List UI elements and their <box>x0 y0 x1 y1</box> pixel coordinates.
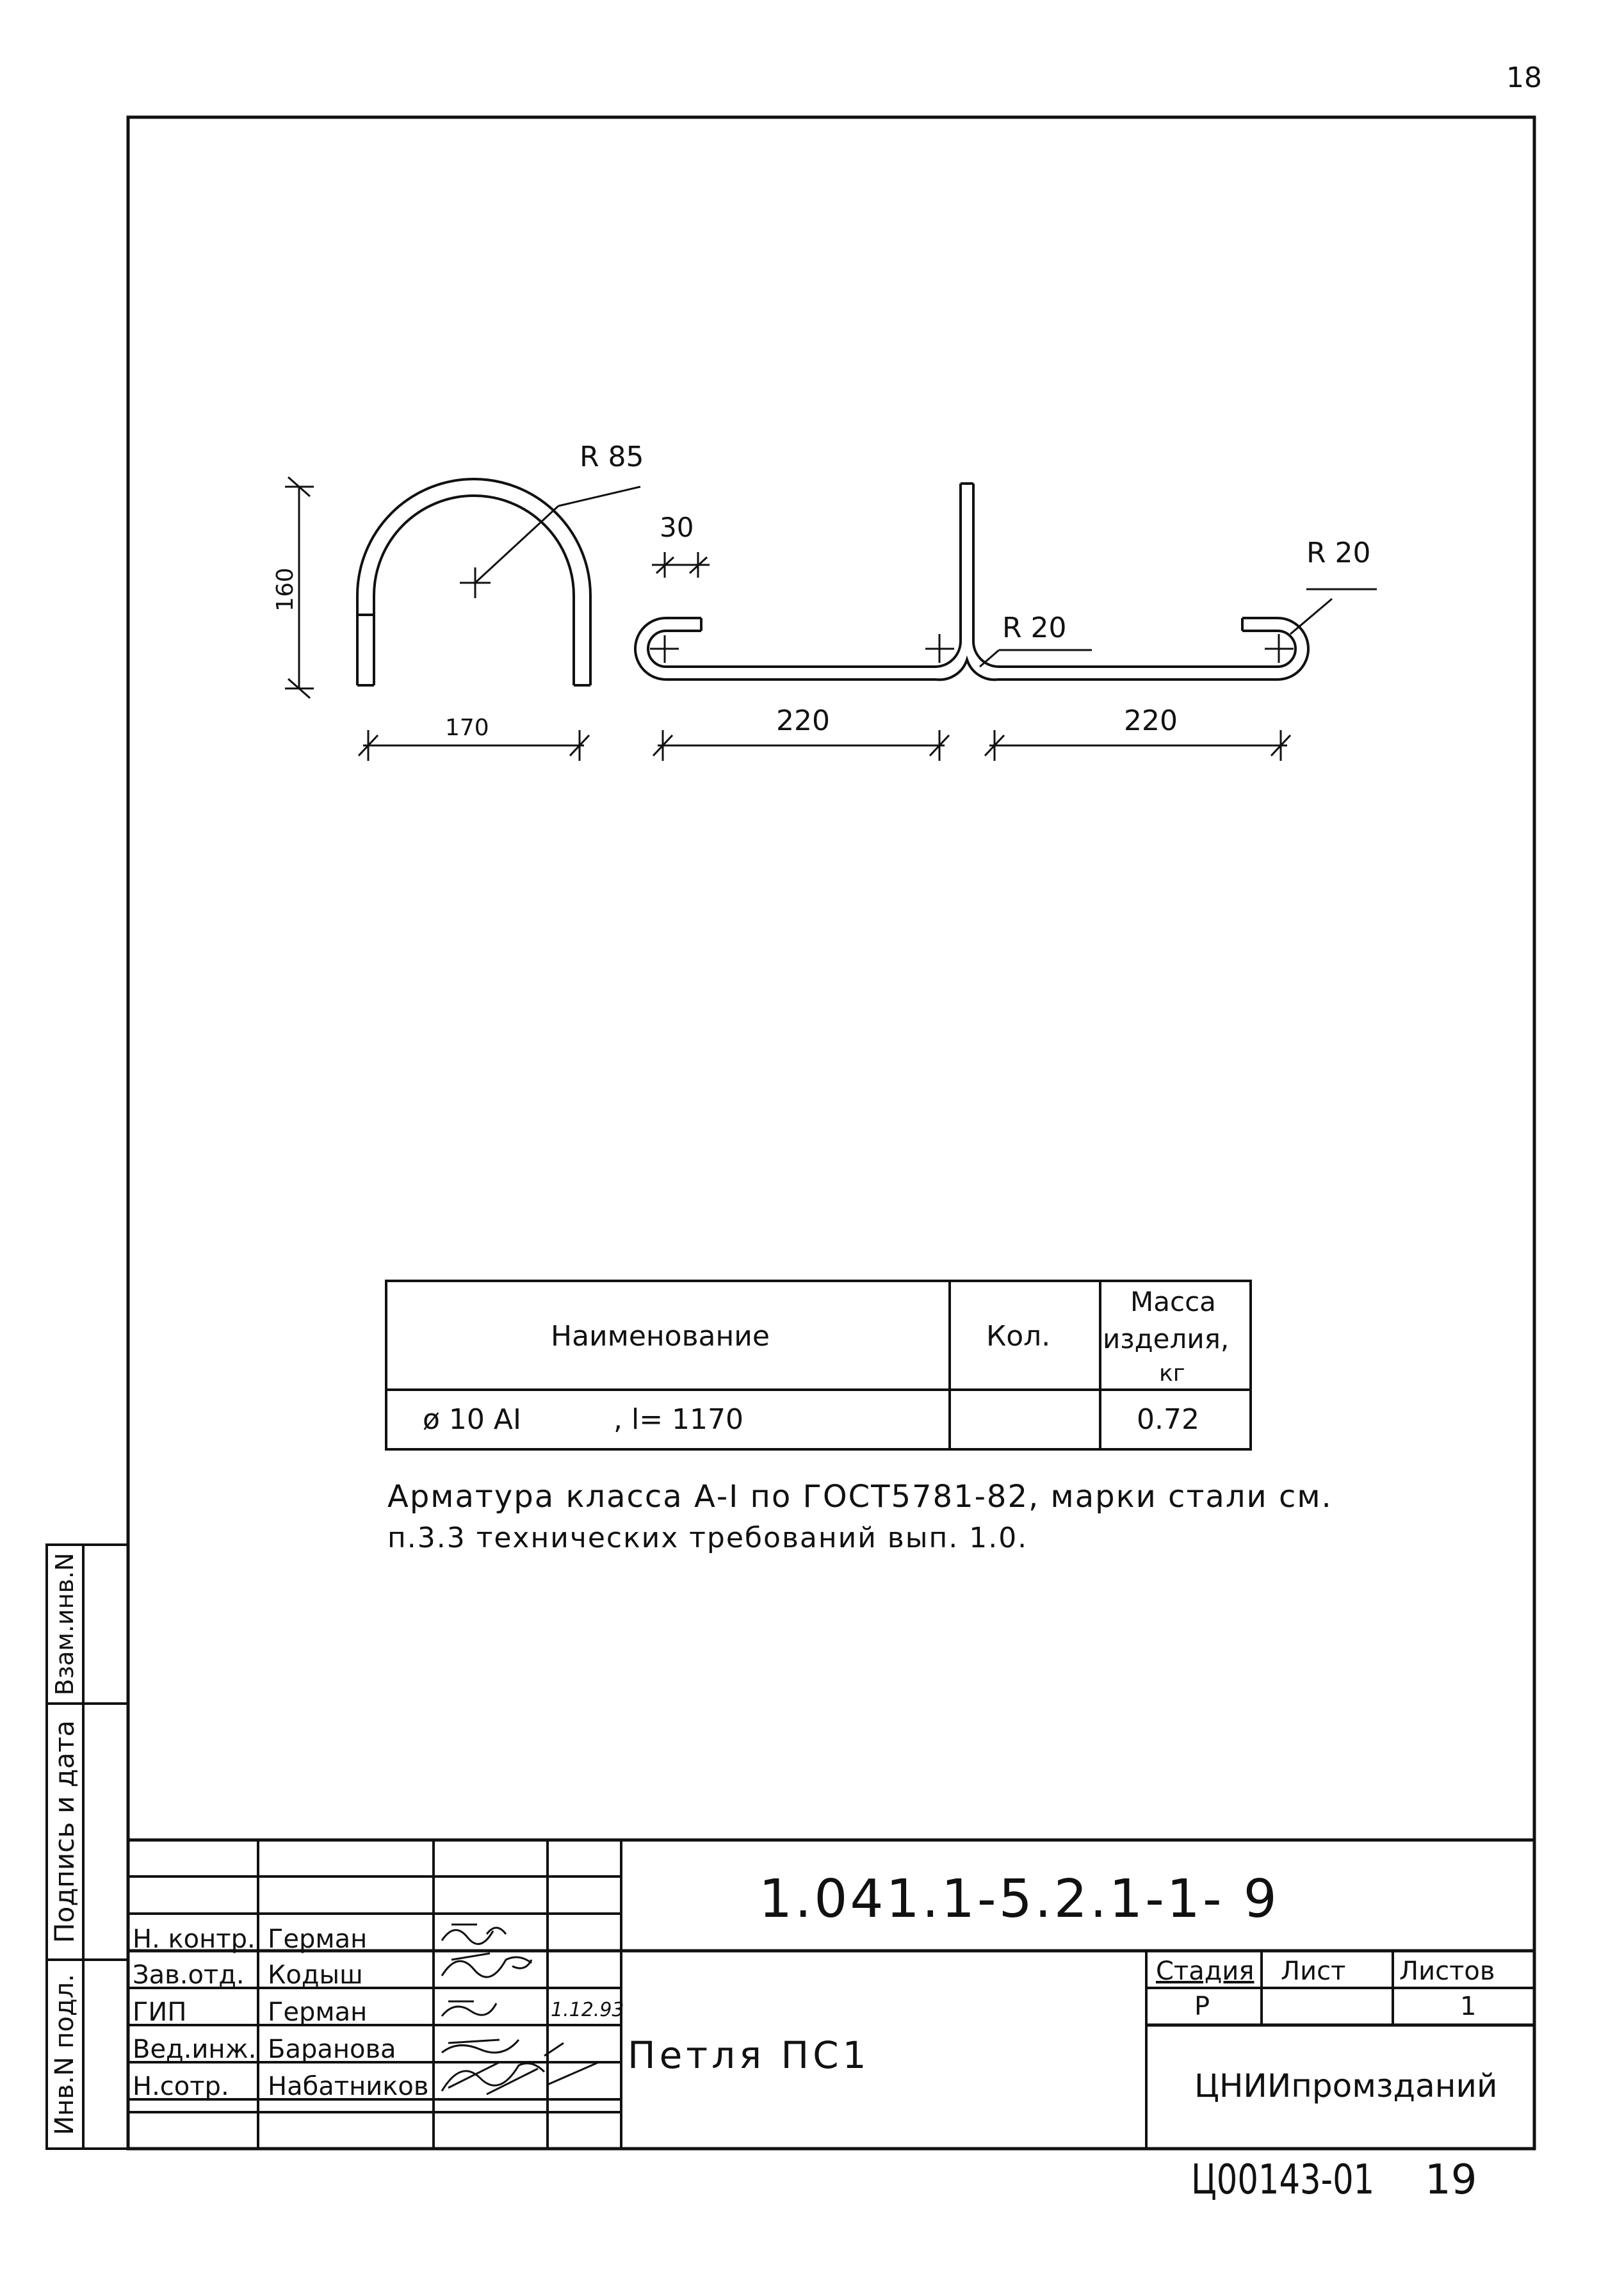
dim-220-right-label: 220 <box>1124 704 1178 737</box>
side-stamp-inv: Инв.N подл. <box>50 1974 79 2135</box>
dim-30-label: 30 <box>660 512 694 543</box>
dim-r20-center-label: R 20 <box>1002 612 1067 644</box>
spec-header-name: Наименование <box>551 1320 770 1353</box>
dim-220-left-label: 220 <box>776 704 830 737</box>
sheets-value: 1 <box>1460 1992 1477 2021</box>
signer-name: Кодыш <box>268 1960 363 1990</box>
signer-role: Зав.отд. <box>133 1960 245 1990</box>
note-line-2: п.3.3 технических требований вып. 1.0. <box>387 1522 1028 1554</box>
signer-name: Герман <box>268 1998 368 2027</box>
spec-row-bar: ø 10 AI <box>423 1403 521 1436</box>
bottom-code: Ц00143-01 <box>1191 2156 1375 2204</box>
dim-170-label: 170 <box>445 715 489 741</box>
signer-role: ГИП <box>133 1998 187 2027</box>
stage-header: Стадия <box>1156 1957 1255 1986</box>
spec-header-mass-line1: Масса <box>1130 1286 1216 1317</box>
signer-role: Вед.инж. <box>133 2035 257 2064</box>
sign-date: 1.12.93 <box>551 1999 624 2021</box>
side-stamp-vzam: Взам.инв.N <box>51 1552 79 1696</box>
item-name: Петля ПС1 <box>628 2033 870 2077</box>
long-loop-shape <box>635 484 1308 680</box>
dim-160-label: 160 <box>272 567 298 612</box>
dim-r20-right-label: R 20 <box>1306 537 1371 569</box>
dim-r85-label: R 85 <box>580 441 644 473</box>
bottom-page-number: 19 <box>1425 2156 1477 2204</box>
long-loop-dimensions <box>650 552 1377 761</box>
top-page-number: 18 <box>1506 61 1542 94</box>
note-line-1: Арматура класса А-I по ГОСТ5781-82, марки стали см. <box>387 1479 1333 1515</box>
sheets-header: Листов <box>1399 1957 1495 1986</box>
signer-name: Набатников <box>268 2072 429 2101</box>
side-stamp-podpis: Подпись и дата <box>49 1720 80 1943</box>
signer-name: Герман <box>268 1925 368 1954</box>
spec-header-qty: Кол. <box>986 1320 1051 1353</box>
spec-header-mass-line2: изделия, <box>1103 1323 1230 1355</box>
signer-role: Н.сотр. <box>133 2072 229 2101</box>
sheet-header: Лист <box>1281 1957 1346 1986</box>
spec-row-mass: 0.72 <box>1137 1403 1199 1436</box>
signer-role: Н. контр. <box>133 1925 256 1954</box>
spec-row-length: , l= 1170 <box>613 1403 744 1436</box>
spec-header-mass-line3: кг <box>1159 1360 1185 1387</box>
outer-frame <box>128 117 1534 2149</box>
signer-name: Баранова <box>268 2035 396 2064</box>
organization: ЦНИИпромзданий <box>1194 2067 1498 2104</box>
doc-code: 1.041.1-5.2.1-1- 9 <box>759 1869 1279 1930</box>
stage-value: Р <box>1194 1992 1210 2021</box>
